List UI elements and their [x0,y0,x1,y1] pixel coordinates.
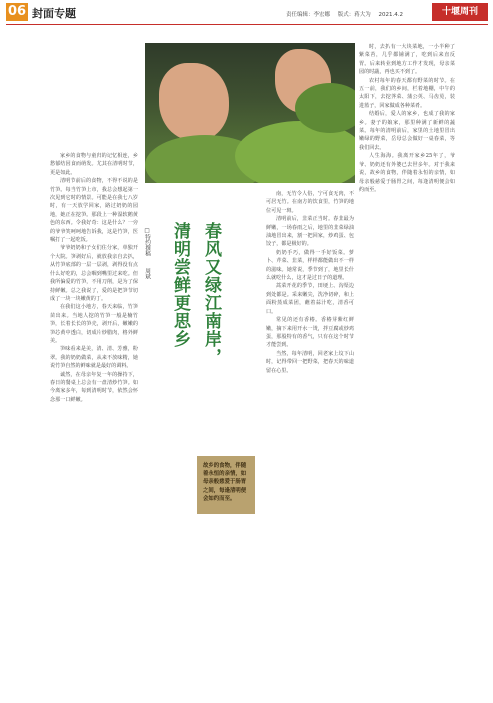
paragraph: 农村每年的春天都有野菜的时节。在五一前，我们的乡间，栏着地棚，中午的太阳下，去挖荠菜、蒲公英、马齿苋，装进篮子，回家做成各种菜肴。 [359,77,455,109]
editorial-meta [286,10,409,18]
issue-date: 2021.4.2 [378,12,404,18]
pull-quote: 故乡的食物，伴随着永恒的亲情，如母亲般慈爱于肠胃之间，每逢清明便会如约而至。 [197,456,255,514]
paragraph: 清明前后，韭菜正当时。春韭最为鲜嫩，一场春雨之后，地里的韭菜绿油油地冒出来，割一把回家，炒鸡蛋、包饺子，都是极好的。 [266,216,354,248]
paragraph: 诚然，在母亲年复一年的操持下，春日的餐桌上总会有一盘清炒竹笋。如今离家多年，每到清明时节，依然会怀念那一口鲜嫩。 [50,371,138,403]
article-title [162,222,224,366]
article-column-left [50,152,138,697]
article-column-right [359,43,455,695]
paragraph: 清明节前后的食物，不得不说的是竹笋。每当竹笋上市，我总会想起第一次见到它时的情景。可能是在我七八岁时，有一天放学回家，路过奶奶的园地，她正在挖笋。那段上一种湿软鹅黄色的东西。令我好奇：这是什么？一旁的爷爷笑呵呵地告诉我，这是竹笋，医嘱打了一起吃饭。 [50,178,138,244]
paragraph: 南，无竹令人俗，宁可食无肉，不可居无竹。在南方的饮食里，竹笋的地位可见一斑。 [266,191,354,214]
hero-photo-picking-greens [145,43,355,183]
header-divider [6,24,488,25]
page-header [0,0,493,26]
paragraph: 结婚后，爱人的家乡，也成了我的家乡。妻子的娘家，那里种满了新鲜的蔬菜。每年的清明前后，家里的土地里冒出嫩绿的野菜，岳母总会做好一桌春菜，等我们回去。 [359,111,455,151]
paragraph: 家乡的食物与童归的记忆相连，乡愁郁结因食而萌发。尤其在清明时节，更是如此。 [50,153,138,176]
paragraph: 在我们这小地方，春天来临，竹笋苗出来。当地人挖的竹笋一般是楠竹笋，长着长长的笋壳，剥开后，嫩嫩的笋芯黄中透白，切成片炒腊肉，格外鲜美。 [50,304,138,344]
hand-left [159,63,229,141]
paragraph: 常见的还有香椿。香椿芽紫红鲜嫩，摘下来用开水一烫，拌豆腐或炒鸡蛋，那股特有的香气，只有在这个时节才能尝到。 [266,317,354,349]
paragraph: 爷爷奶奶和子女们住分家，单独开个大院。笋剥好后，就放我亲自去扒，从竹笋底部的一层一层剥，剥得没有点什么好吃的，总会咽到嘴里过来吃。但我所偏爱的竹笋，不用刀削，是为了保持鲜嫩。总之我说了，爱的是把笋节切成了一块一块嫩黄的丁。 [50,245,138,302]
paragraph: 人生海海。我离开家乡25年了，爷爷、奶奶还有外婆已去世多年。对于我来说，故乡的食物，伴随着永恒的亲情，如母亲般慈爱于肠胃之间，每逢清明便会如约而至。 [359,153,455,193]
paragraph: 笋味看来是美，清、清、芳雅，粉翠。我的奶奶做菜，从来不放味精，她说竹笋自然的鲜味就是最好的调料。 [50,346,138,370]
editor-credit: 责任编辑：李宏娜 [286,12,331,18]
newspaper-logo: 十堰周刊 [432,3,488,21]
paragraph: 当然，每年清明，回老家上坟下山时，记得带回一把野菜，把春天的味道留在心里。 [266,350,354,374]
page-number: 06 [7,4,27,19]
paragraph: 蒿菜开花的季节，田埂上、沟渠边到处都是。采来嫩尖，洗净切碎，和上面粉蒸成菜团，蘸着蒜汁吃，清香可口。 [266,283,354,315]
section-title: 封面专题 [32,7,76,20]
byline-author: 周斌 [144,268,150,280]
byline-label: □特约撰稿 [144,228,150,257]
article-column-middle [266,190,354,695]
paragraph: 奶奶手巧，做得一手好饭菜。萝卜、芹菜、韭菜，样样都能做出不一样的滋味。她常说，季节到了，地里长什么就吃什么，这才是过日子的道理。 [266,249,354,282]
title-line-1: 春风又绿江南岸， [201,222,221,366]
title-line-2: 清明尝鲜更思乡 [170,222,190,348]
paragraph: 时，去扒有一大块菜地，一小半种了紫菜苔，几乎都铺满了，吃到后来直反胃。后来转业到地方工作才发现，母亲菜园的时蔬，再也买不到了。 [359,44,455,76]
designer-credit: 版式：蒋大为 [337,12,371,18]
